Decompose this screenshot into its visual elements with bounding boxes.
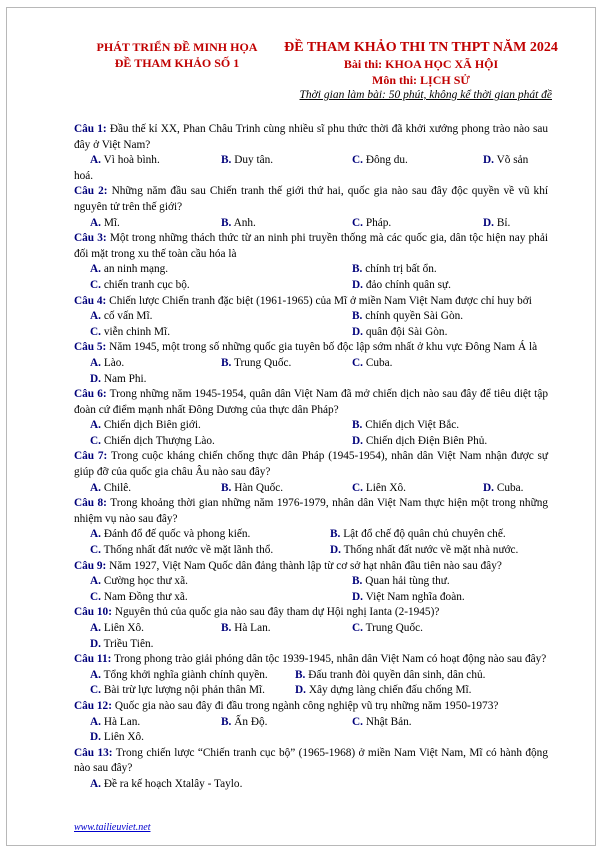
- question-text: Trong khoảng thời gian những năm 1976-1979, nhân dân Việt Nam thực hiện một trong những nhiệm vụ nào sau đây?: [74, 497, 548, 525]
- option-d[interactable]: D. đảo chính quân sự.: [352, 278, 451, 291]
- question-11: [74, 652, 548, 699]
- option-a[interactable]: A. Hà Lan.: [90, 715, 141, 728]
- option-d[interactable]: D. Cuba.: [483, 481, 524, 494]
- option-d[interactable]: D. Triều Tiên.: [90, 637, 154, 650]
- question-text: Năm 1927, Việt Nam Quốc dân đảng thành lập từ cơ sở hạt nhân đầu tiên nào sau đây?: [109, 559, 502, 572]
- question-list: [74, 122, 548, 793]
- question-4: [74, 294, 548, 341]
- question-number: Câu 12:: [74, 699, 112, 712]
- option-a[interactable]: A. Chilê.: [90, 481, 132, 494]
- question-number: Câu 2:: [74, 185, 108, 198]
- header-right: [276, 39, 566, 88]
- question-6: [74, 387, 548, 449]
- question-number: Câu 5:: [74, 341, 107, 354]
- option-c[interactable]: C. Thống nhất đất nước về mặt lãnh thổ.: [90, 544, 274, 557]
- exam-subject: Môn thi: LỊCH SỬ: [372, 73, 470, 87]
- question-number: Câu 1:: [74, 123, 107, 135]
- option-b[interactable]: B. Hà Lan.: [221, 622, 271, 634]
- option-d[interactable]: D. Liên Xô.: [90, 731, 144, 744]
- option-b[interactable]: B. Trung Quốc.: [221, 356, 292, 369]
- question-5: [74, 340, 548, 387]
- option-c[interactable]: C. Đông du.: [352, 154, 408, 167]
- question-13: [74, 746, 548, 793]
- option-a[interactable]: A. Cường học thư xã.: [90, 575, 188, 588]
- question-number: Câu 13:: [74, 746, 113, 759]
- option-d[interactable]: D. Chiến dịch Điện Biên Phủ.: [352, 434, 488, 447]
- option-b[interactable]: B. Lật đổ chế độ quân chủ chuyên chế.: [330, 528, 506, 541]
- option-d[interactable]: D. quân đội Sài Gòn.: [352, 325, 448, 338]
- option-a[interactable]: A. Mĩ.: [90, 216, 120, 229]
- question-1: [74, 122, 548, 184]
- question-text: Năm 1945, một trong số những quốc gia tuyên bố độc lập sớm nhất ở khu vực Đông Nam Á là: [109, 341, 538, 354]
- option-d[interactable]: D. Thống nhất đất nước về mặt nhà nước.: [330, 544, 519, 557]
- question-9: [74, 559, 548, 606]
- option-a[interactable]: A. cố vấn Mĩ.: [90, 310, 153, 323]
- question-text: Nguyên thủ của quốc gia nào sau đây tham dự Hội nghị Ianta (2-1945)?: [114, 606, 440, 619]
- question-text: Đầu thế kỉ XX, Phan Châu Trinh cùng nhiều sĩ phu thức thời đã khởi xướng phong trào nào sau đây ở Việt Nam?: [74, 123, 549, 151]
- option-b[interactable]: B. Ấn Độ.: [221, 715, 268, 728]
- question-number: Câu 7:: [74, 450, 108, 463]
- option-b[interactable]: B. Chiến dịch Việt Bắc.: [352, 419, 460, 432]
- option-a[interactable]: A. an ninh mạng.: [90, 263, 169, 276]
- option-b[interactable]: B. Quan hải tùng thư.: [352, 575, 450, 588]
- question-10: [74, 605, 548, 652]
- exam-group: Bài thi: KHOA HỌC XÃ HỘI: [343, 57, 499, 71]
- option-b[interactable]: B. Duy tân.: [221, 154, 274, 167]
- option-a[interactable]: A. Vì hoà bình.: [90, 154, 160, 167]
- option-a[interactable]: A. Chiến dịch Biên giới.: [90, 419, 201, 432]
- option-b[interactable]: B. Anh.: [221, 216, 256, 229]
- option-d[interactable]: D. Võ sản: [483, 154, 529, 167]
- option-d[interactable]: D. Việt Nam nghĩa đoàn.: [352, 590, 465, 603]
- option-d[interactable]: D. Xây dựng làng chiến đấu chống Mĩ.: [295, 684, 472, 697]
- option-a[interactable]: A. Tổng khởi nghĩa giành chính quyền.: [90, 668, 268, 681]
- option-c[interactable]: C. Nhật Bản.: [352, 715, 412, 728]
- option-c[interactable]: C. Pháp.: [352, 216, 392, 229]
- option-a[interactable]: A. Lào.: [90, 356, 125, 369]
- option-c[interactable]: C. Nam Đồng thư xã.: [90, 590, 188, 603]
- question-2: [74, 184, 548, 231]
- question-number: Câu 4:: [74, 294, 107, 307]
- option-a[interactable]: A. Đề ra kế hoạch Xtalây - Taylo.: [90, 777, 243, 790]
- question-number: Câu 9:: [74, 559, 107, 572]
- question-text: Trong phong trào giải phóng dân tộc 1939-1945, nhân dân Việt Nam có hoạt động nào sau đây?: [113, 653, 547, 666]
- time-note: Thời gian làm bài: 50 phút, không kể thời gian phát đề: [299, 89, 552, 101]
- option-c[interactable]: C. viễn chinh Mĩ.: [90, 325, 171, 338]
- question-number: Câu 8:: [74, 497, 107, 510]
- option-c[interactable]: C. Bài trừ lực lượng nội phản thân Mĩ.: [90, 684, 265, 697]
- question-12: [74, 699, 548, 746]
- question-text: Chiến lược Chiến tranh đặc biệt (1961-1965) của Mĩ ở miền Nam Việt Nam được chỉ huy bởi: [109, 294, 532, 307]
- option-b[interactable]: B. chính trị bất ổn.: [352, 263, 437, 276]
- question-text: Quốc gia nào sau đây đi đầu trong ngành công nghiệp vũ trụ những năm 1950-1973?: [114, 699, 499, 712]
- option-b[interactable]: B. Hàn Quốc.: [221, 481, 284, 494]
- exam-title: ĐỀ THAM KHẢO THI TN THPT NĂM 2024: [284, 40, 558, 55]
- option-c[interactable]: C. Chiến dịch Thượng Lào.: [90, 434, 215, 447]
- question-number: Câu 6:: [74, 388, 107, 401]
- header-left: [86, 39, 268, 71]
- header-left-line2: ĐỀ THAM KHẢO SỐ 1: [114, 56, 240, 70]
- question-text: Trong những năm 1945-1954, quân dân Việt Nam đã mở chiến dịch nào sau đây để tiêu diệt tập đoàn cứ điểm mạnh nhất Đông Dương của thực dân Pháp?: [74, 388, 548, 416]
- question-7: [74, 449, 548, 496]
- option-d[interactable]: D. Bỉ.: [483, 216, 511, 229]
- question-text: Trong cuộc kháng chiến chống thực dân Pháp (1945-1954), nhân dân Việt Nam nhận được sự giúp đỡ của quốc gia châu Âu nào sau đây?: [74, 450, 549, 479]
- header-left-line1: PHÁT TRIỂN ĐỀ MINH HỌA: [96, 40, 258, 54]
- option-a[interactable]: A. Đánh đổ đế quốc và phong kiến.: [90, 528, 251, 541]
- question-number: Câu 11:: [74, 653, 112, 666]
- option-c[interactable]: C. Liên Xô.: [352, 481, 406, 494]
- question-3: [74, 231, 548, 293]
- option-c[interactable]: C. chiến tranh cục bộ.: [90, 278, 190, 291]
- option-c[interactable]: C. Cuba.: [352, 356, 393, 369]
- option-d[interactable]: D. Nam Phi.: [90, 372, 147, 385]
- question-number: Câu 3:: [74, 232, 107, 245]
- option-b[interactable]: B. chính quyền Sài Gòn.: [352, 310, 464, 323]
- question-text: Những năm đầu sau Chiến tranh thế giới thứ hai, quốc gia nào sau đây độc quyền về vũ khí nguyên tử trên thế giới?: [74, 185, 548, 213]
- footer-website-link[interactable]: www.tailieuviet.net: [74, 822, 151, 833]
- option-continuation: hoá.: [74, 169, 94, 182]
- option-a[interactable]: A. Liên Xô.: [90, 622, 144, 634]
- option-b[interactable]: B. Đấu tranh đòi quyền dân sinh, dân chủ.: [295, 668, 486, 681]
- question-number: Câu 10:: [74, 606, 112, 619]
- option-c[interactable]: C. Trung Quốc.: [352, 622, 423, 634]
- question-text: Trong chiến lược “Chiến tranh cục bộ” (1965-1968) ở miền Nam Việt Nam, Mĩ có hành động nào sau đây?: [74, 746, 548, 775]
- question-8: [74, 496, 548, 558]
- question-text: Một trong những thách thức từ an ninh phi truyền thống mà các quốc gia, dân tộc hiện nay phải đối mặt trong xu thế toàn cầu hóa là: [74, 232, 548, 260]
